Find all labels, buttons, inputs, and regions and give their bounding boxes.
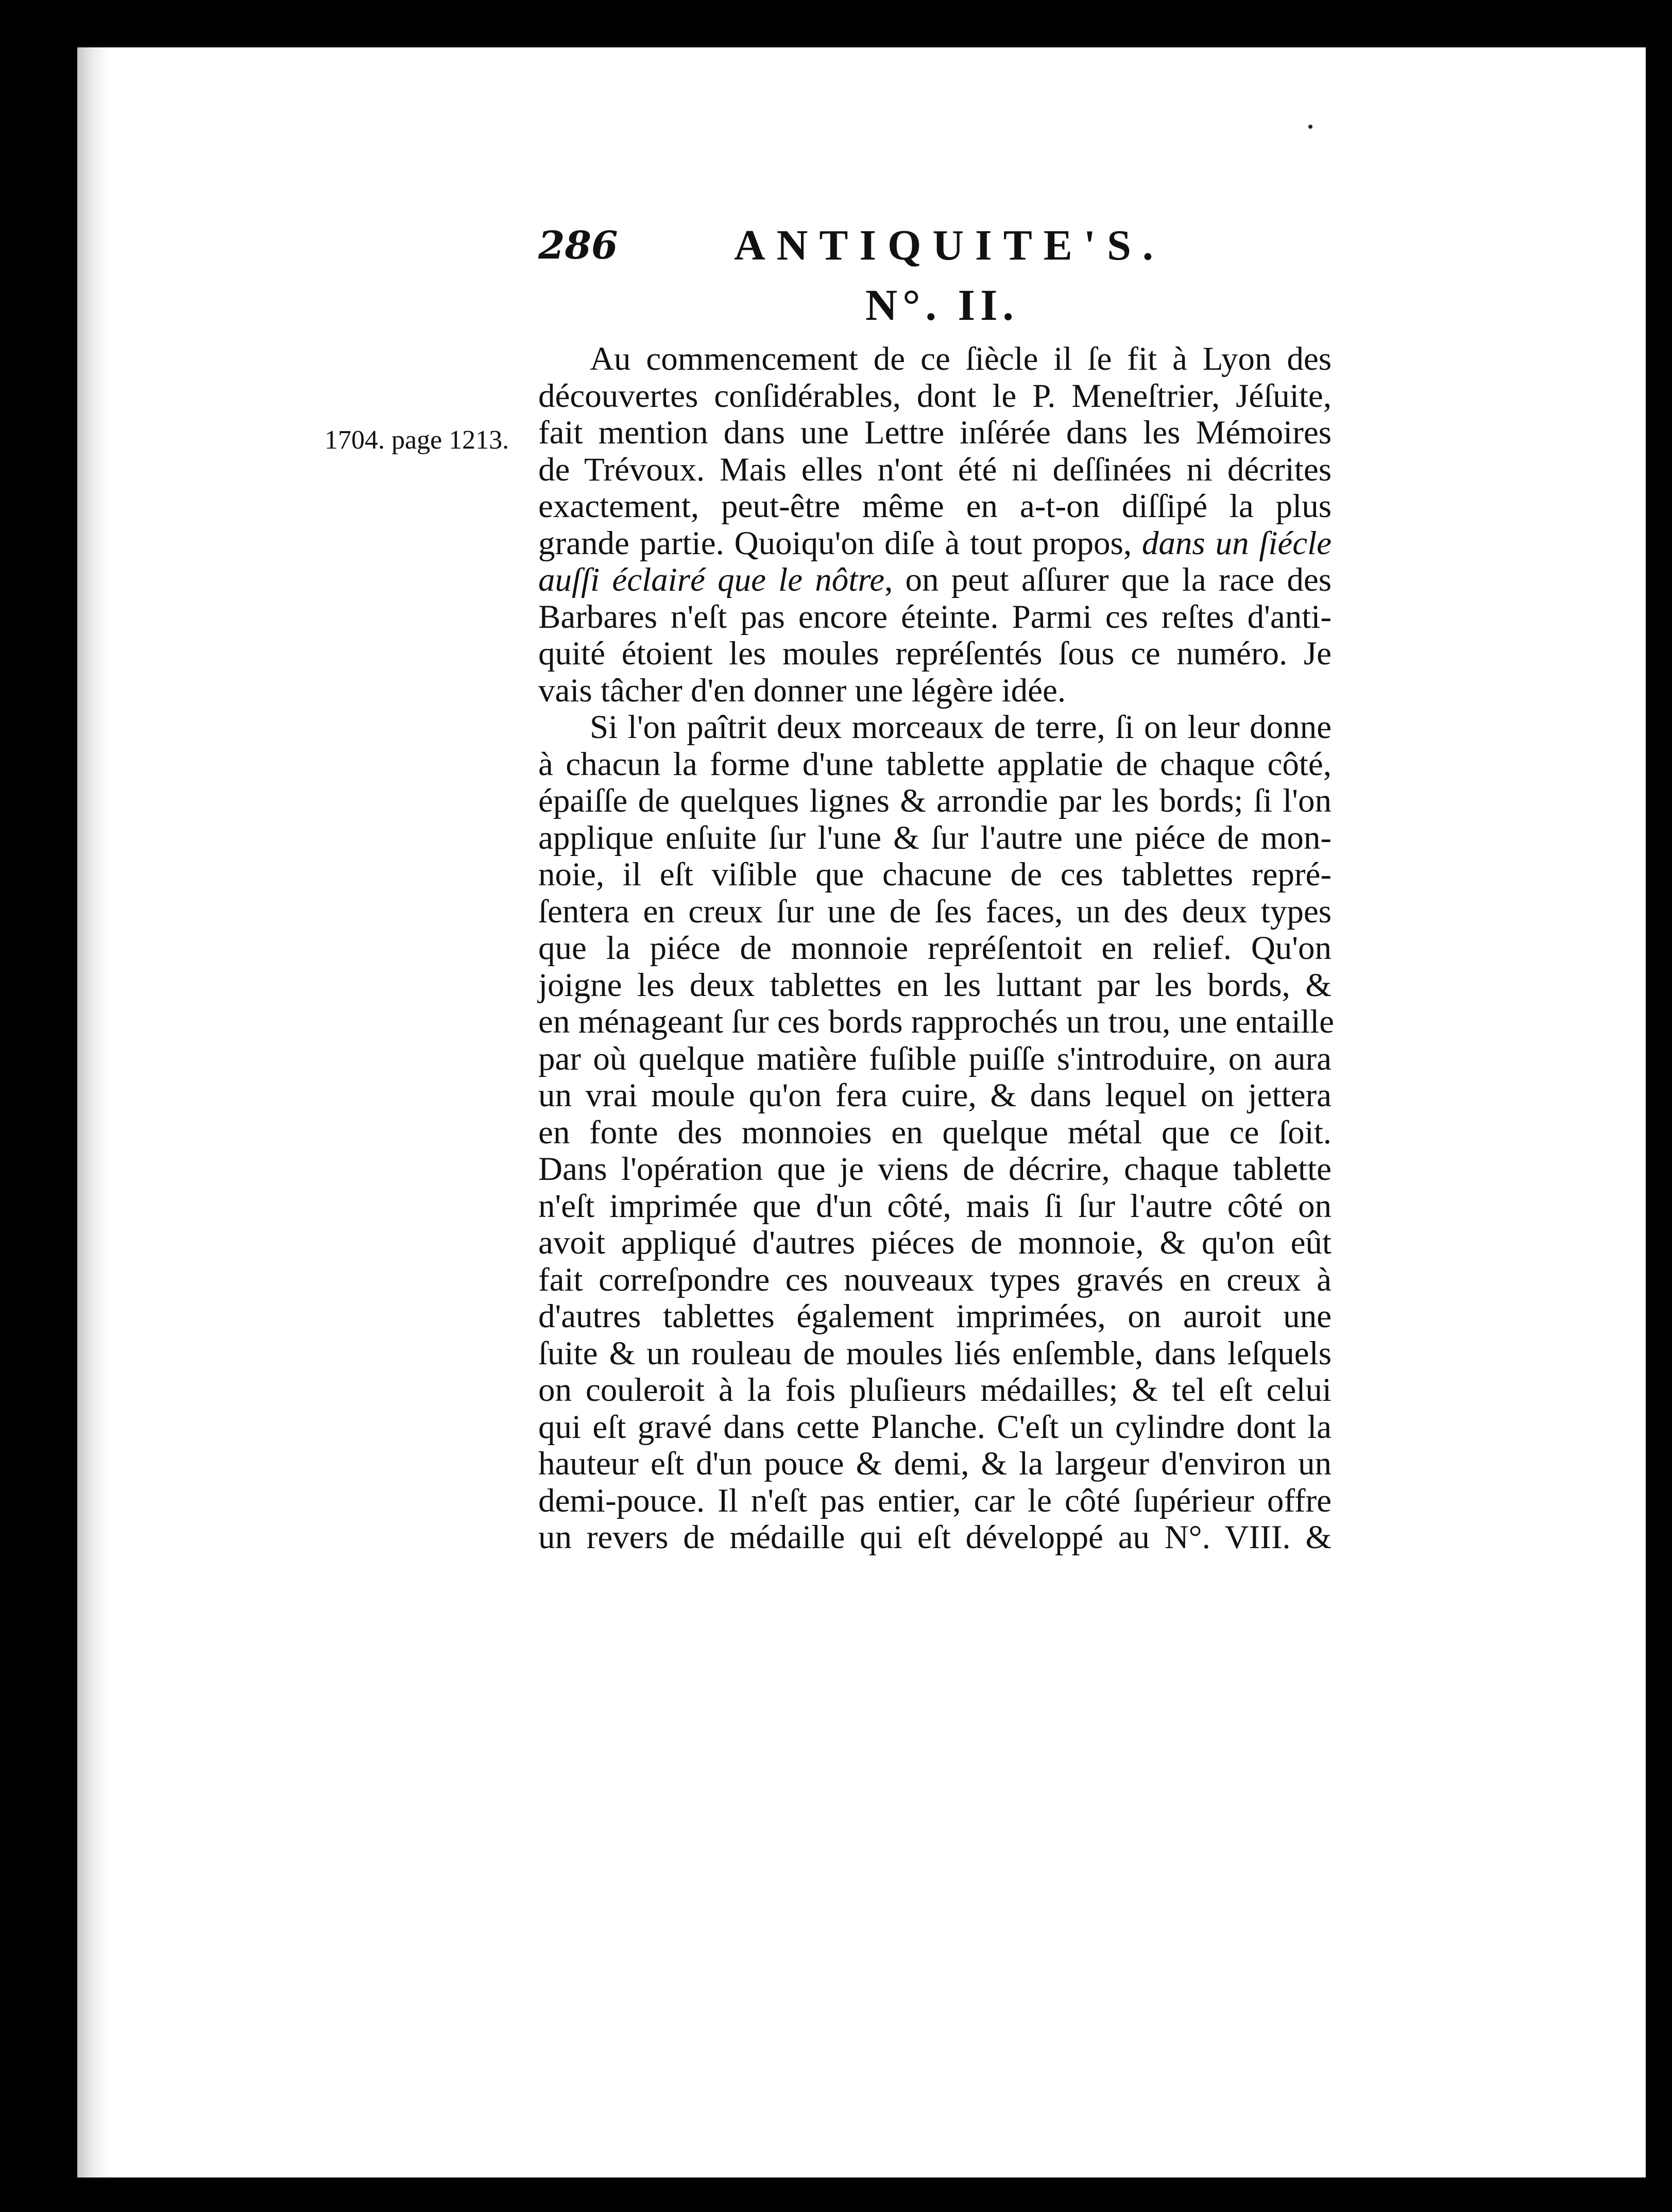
text-line xyxy=(538,894,1332,931)
text-line xyxy=(538,1446,1332,1483)
text-run: ſentera en creux ſur une de ſes faces, un des deux types xyxy=(538,893,1332,930)
ink-speck xyxy=(1308,125,1312,129)
text-line xyxy=(538,1225,1332,1262)
text-run: ſuite & un rouleau de moules liés enſemble, dans leſquels xyxy=(538,1334,1332,1372)
text-run: demi-pouce. Il n'eſt pas entier, car le côté ſupérieur offre xyxy=(538,1482,1332,1519)
text-line xyxy=(538,562,1332,599)
text-run: Dans l'opération que je viens de décrire, chaque tablette xyxy=(538,1151,1332,1188)
text-line xyxy=(538,746,1332,783)
text-run: fait mention dans une Lettre inſérée dans les Mémoires xyxy=(538,414,1332,451)
text-run: noie, il eſt viſible que chacune de ces tablettes repré- xyxy=(538,856,1332,893)
text-line xyxy=(538,488,1332,525)
text-run: quité étoient les moules repréſentés ſous ce numéro. Je xyxy=(538,635,1332,672)
text-run: en ménageant ſur ces bords rapprochés un trou, une entaille xyxy=(538,1003,1334,1040)
text-line xyxy=(538,856,1332,894)
text-line xyxy=(538,930,1332,967)
text-line xyxy=(538,783,1332,820)
text-run: fait correſpondre ces nouveaux types gravés en creux à xyxy=(538,1261,1332,1298)
text-line xyxy=(538,415,1332,452)
section-title: N°. II. xyxy=(865,280,1019,330)
text-run: à chacun la forme d'une tablette applatie de chaque côté, xyxy=(538,745,1332,783)
text-line xyxy=(538,378,1332,415)
text-run: que la piéce de monnoie repréſentoit en relief. Qu'on xyxy=(538,930,1332,967)
text-line xyxy=(538,673,1332,710)
text-run: on couleroit à la fois pluſieurs médailles; & tel eſt celui xyxy=(538,1371,1332,1409)
text-line xyxy=(538,341,1332,378)
text-line xyxy=(538,1409,1332,1446)
page-header xyxy=(538,210,1321,282)
paragraph xyxy=(538,341,1332,709)
paragraph xyxy=(538,709,1332,1556)
text-line xyxy=(538,599,1332,636)
text-line xyxy=(538,1188,1332,1225)
text-line xyxy=(538,967,1332,1004)
text-run: de Trévoux. Mais elles n'ont été ni deſſinées ni décrites xyxy=(538,451,1332,488)
text-line xyxy=(538,1483,1332,1520)
text-run: grande partie. Quoiqu'on diſe à tout propos, xyxy=(538,524,1142,562)
text-line xyxy=(538,1151,1332,1188)
margin-note: 1704. page 1213. xyxy=(325,425,509,455)
text-run: qui eſt gravé dans cette Planche. C'eſt un cylindre dont la xyxy=(538,1408,1332,1446)
italic-phrase: dans un ſiécle xyxy=(1141,524,1332,562)
text-run: un vrai moule qu'on fera cuire, & dans lequel on jettera xyxy=(538,1077,1332,1114)
text-run: hauteur eſt d'un pouce & demi, & la largeur d'environ un xyxy=(538,1445,1332,1482)
page-gutter-shadow xyxy=(77,47,108,2177)
text-line xyxy=(538,1372,1332,1409)
text-run: un revers de médaille qui eſt développé au N°. VIII. & xyxy=(538,1519,1332,1556)
text-line xyxy=(538,525,1332,562)
text-run: d'autres tablettes également imprimées, on auroit une xyxy=(538,1298,1332,1335)
text-line xyxy=(538,1077,1332,1114)
text-run: par où quelque matière fuſible puiſſe s'introduire, on aura xyxy=(538,1040,1332,1077)
text-line xyxy=(538,452,1332,489)
text-run: n'eſt imprimée que d'un côté, mais ſi ſur l'autre côté on xyxy=(538,1187,1332,1225)
text-line xyxy=(538,709,1332,746)
text-run: applique enſuite ſur l'une & ſur l'autre une piéce de mon- xyxy=(538,819,1332,856)
text-run: , on peut aſſurer que la race des xyxy=(884,561,1332,598)
text-line xyxy=(538,1262,1332,1299)
running-head: ANTIQUITE'S. xyxy=(734,221,1165,269)
text-run: épaiſſe de quelques lignes & arrondie par les bords; ſi l'on xyxy=(538,782,1332,819)
text-line xyxy=(538,1519,1332,1556)
text-line xyxy=(538,820,1332,857)
text-line xyxy=(538,1114,1332,1152)
page-number: 286 xyxy=(538,224,618,268)
book-page xyxy=(77,47,1646,2177)
text-run: Au commencement de ce ſiècle il ſe fit à Lyon des xyxy=(590,340,1332,378)
text-run: Si l'on paîtrit deux morceaux de terre, ſi on leur donne xyxy=(590,709,1332,746)
text-line xyxy=(538,1041,1332,1078)
text-run: avoit appliqué d'autres piéces de monnoie, & qu'on eût xyxy=(538,1224,1332,1261)
italic-phrase: auſſi éclairé que le nôtre xyxy=(538,561,885,598)
text-line xyxy=(538,1298,1332,1335)
text-run: découvertes conſidérables, dont le P. Meneſtrier, Jéſuite, xyxy=(538,377,1332,415)
text-run: en fonte des monnoies en quelque métal que ce ſoit. xyxy=(538,1113,1332,1151)
body-text xyxy=(538,341,1332,1556)
text-line xyxy=(538,1004,1332,1041)
text-run: Barbares n'eſt pas encore éteinte. Parmi ces reſtes d'anti- xyxy=(538,598,1332,636)
text-run: vais tâcher d'en donner une légère idée. xyxy=(538,672,1066,709)
text-line xyxy=(538,1335,1332,1373)
text-run: exactement, peut-être même en a-t-on diſſipé la plus xyxy=(538,488,1332,525)
text-line xyxy=(538,636,1332,673)
text-run: joigne les deux tablettes en les luttant par les bords, & xyxy=(538,966,1332,1004)
